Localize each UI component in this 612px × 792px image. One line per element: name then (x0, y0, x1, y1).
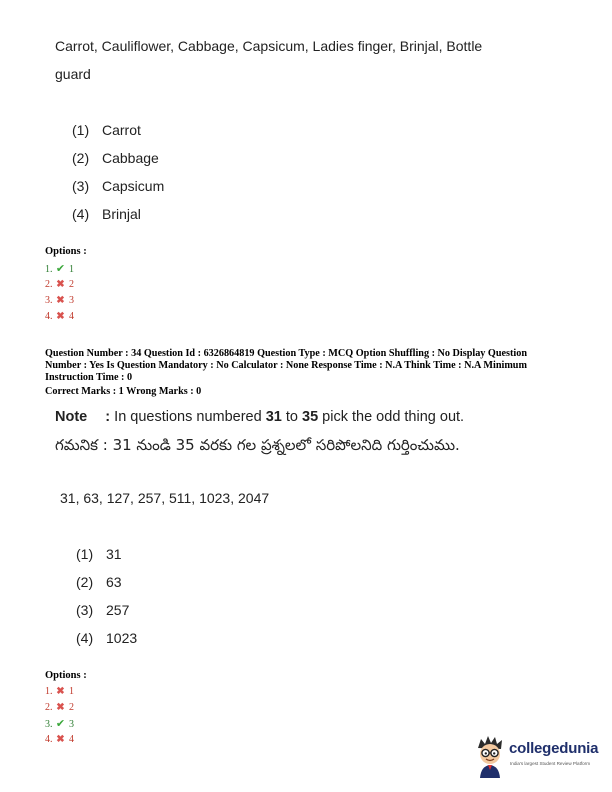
q33-options-list (45, 261, 74, 325)
option-value: 4 (69, 311, 74, 322)
choice-text: 63 (106, 574, 122, 590)
cross-icon: ✖ (56, 734, 65, 745)
q34-note-telugu: గమనిక : 31 నుండి 35 వరకు గల ప్రశ్నలలో సరిపోలనిది గుర్తించుము. (55, 436, 460, 454)
cross-icon: ✖ (56, 311, 65, 322)
q33-options-title: Options : (45, 246, 87, 257)
q34-choice-3 (76, 602, 129, 618)
q33-choice-2 (72, 150, 159, 166)
option-value: 3 (69, 719, 74, 730)
option-row (45, 700, 74, 716)
option-value: 1 (69, 686, 74, 697)
note-mid: to (281, 409, 303, 425)
choice-number: (4) (76, 630, 94, 646)
option-row (45, 293, 74, 309)
choice-text: 257 (106, 602, 130, 618)
option-value: 3 (69, 295, 74, 306)
q34-options-title: Options : (45, 670, 87, 681)
note-post: pick the odd thing out. (318, 409, 465, 425)
choice-text: 1023 (106, 630, 138, 646)
choice-number: (2) (76, 574, 94, 590)
q34-choice-2 (76, 574, 122, 590)
q33-choice-4 (72, 206, 141, 222)
option-index: 3. (45, 719, 53, 730)
note-colon: : (105, 409, 111, 425)
cross-icon: ✖ (56, 702, 65, 713)
option-row (45, 309, 74, 325)
choice-text: 31 (106, 546, 122, 562)
question-33-text-line2: guard (55, 66, 91, 82)
choice-number: (2) (72, 150, 90, 166)
option-index: 1. (45, 686, 53, 697)
option-index: 2. (45, 279, 53, 290)
option-row (45, 277, 74, 293)
q33-choice-3 (72, 178, 164, 194)
q34-choice-4 (76, 630, 137, 646)
option-value: 1 (69, 264, 74, 275)
q34-meta-line1: Question Number : 34 Question Id : 6326864819 Question Type : MCQ Option Shuffling : No Display Question (45, 348, 527, 359)
note-label: Note (55, 409, 88, 425)
note-number-start: 31 (265, 409, 282, 425)
q34-meta-line3: Instruction Time : 0 (45, 372, 133, 383)
option-index: 4. (45, 734, 53, 745)
choice-number: (3) (72, 178, 90, 194)
option-value: 4 (69, 734, 74, 745)
choice-text: Cabbage (102, 150, 159, 166)
q34-choice-1 (76, 546, 122, 562)
choice-text: Capsicum (102, 178, 165, 194)
question-33-text-line1: Carrot, Cauliflower, Cabbage, Capsicum, Ladies finger, Brinjal, Bottle (55, 38, 483, 54)
cross-icon: ✖ (56, 686, 65, 697)
check-icon: ✔ (55, 263, 66, 275)
q34-marks: Correct Marks : 1 Wrong Marks : 0 (45, 386, 202, 397)
q34-meta (45, 348, 575, 384)
choice-text: Brinjal (102, 206, 141, 222)
collegedunia-logo (472, 734, 606, 778)
option-index: 4. (45, 311, 53, 322)
choice-text: Carrot (102, 122, 141, 138)
check-icon: ✔ (55, 718, 66, 730)
choice-number: (1) (72, 122, 90, 138)
cross-icon: ✖ (56, 279, 65, 290)
note-number-end: 35 (302, 409, 319, 425)
option-index: 3. (45, 295, 53, 306)
q34-options-list (45, 684, 74, 748)
q34-meta-line2: Number : Yes Is Question Mandatory : No Calculator : None Response Time : N.A Think Time : N.A Minimum (45, 360, 527, 371)
choice-number: (1) (76, 546, 94, 562)
note-pre: In questions numbered (114, 409, 266, 425)
option-row (45, 261, 74, 277)
q34-series: 31, 63, 127, 257, 511, 1023, 2047 (60, 490, 270, 506)
option-index: 2. (45, 702, 53, 713)
logo-wordmark: collegedunia (509, 740, 599, 757)
choice-number: (3) (76, 602, 94, 618)
choice-number: (4) (72, 206, 90, 222)
option-value: 2 (69, 702, 74, 713)
student-mascot-icon (472, 734, 508, 778)
q34-note (55, 409, 464, 425)
option-row (45, 716, 74, 732)
logo-tagline: India's largest Student Review Platform (510, 761, 591, 766)
cross-icon: ✖ (56, 295, 65, 306)
option-row (45, 732, 74, 748)
option-row (45, 684, 74, 700)
q33-choice-1 (72, 122, 141, 138)
option-value: 2 (69, 279, 74, 290)
option-index: 1. (45, 264, 53, 275)
